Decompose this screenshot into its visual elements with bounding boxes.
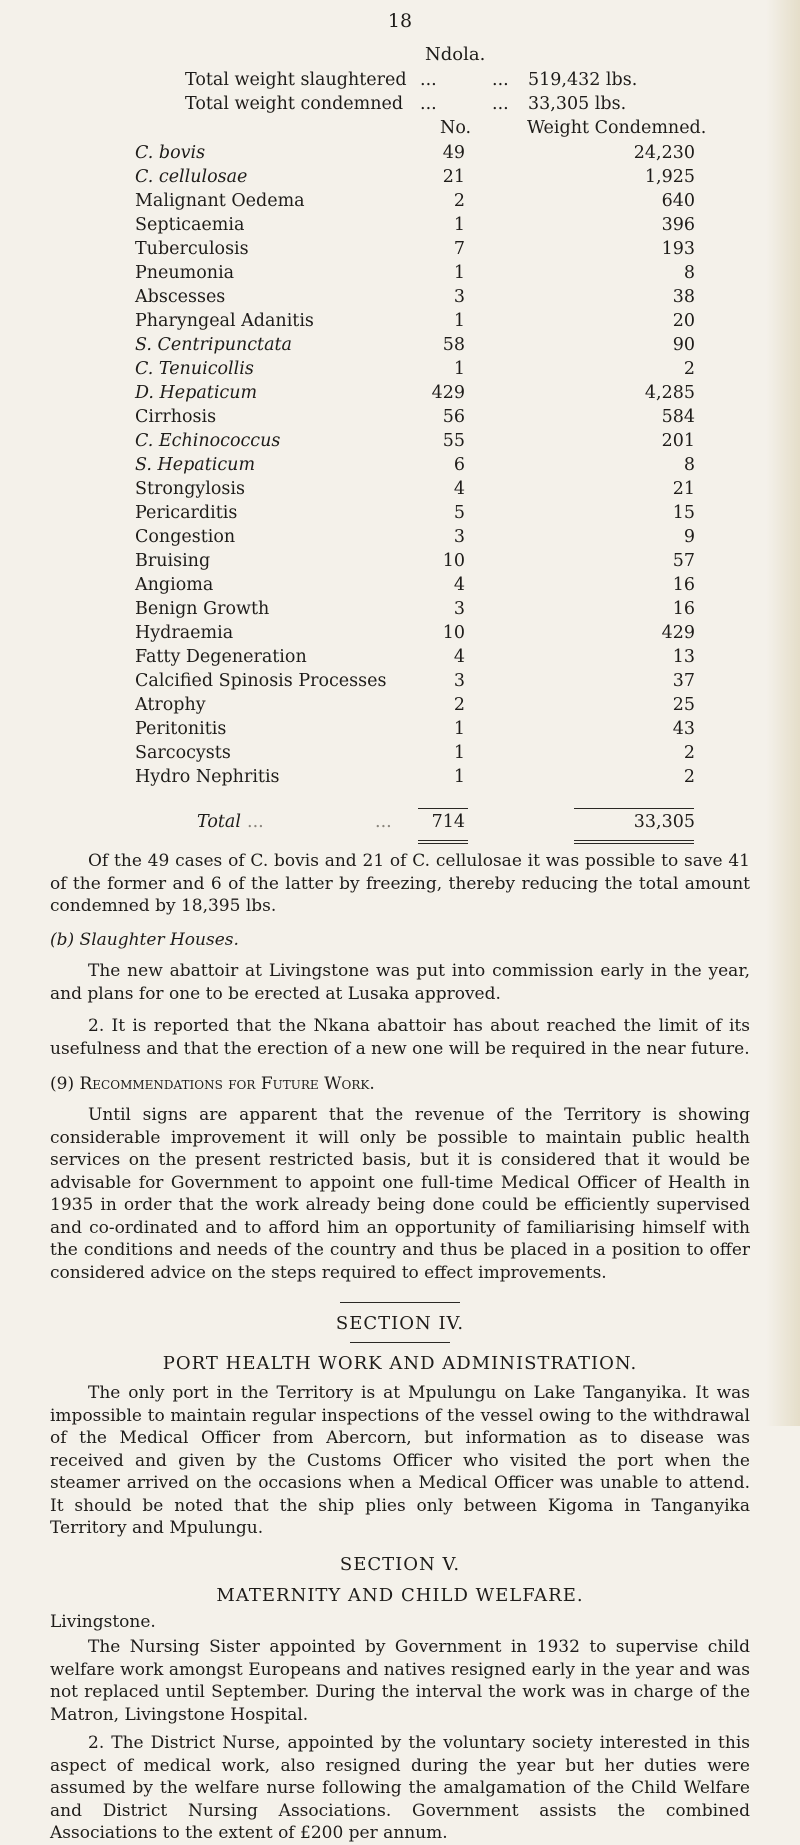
row-weight: 13: [672, 647, 695, 667]
summary-slaughtered-value: 519,432 lbs.: [528, 70, 638, 90]
row-count: 1: [453, 311, 465, 331]
row-weight: 193: [661, 239, 695, 259]
row-disease-name: C. Echinococcus: [135, 431, 281, 451]
table-row: [135, 143, 695, 167]
row-weight: 640: [661, 191, 695, 211]
table-rule: [418, 843, 468, 844]
section-rule: [350, 1342, 450, 1343]
row-weight: 20: [672, 311, 695, 331]
row-weight: 24,230: [633, 143, 695, 163]
total-dots: ...: [247, 812, 264, 832]
row-disease-name: S. Hepaticum: [135, 455, 256, 475]
row-count: 3: [453, 527, 465, 547]
summary-slaughtered-dots: ...: [492, 70, 509, 90]
table-rule: [418, 840, 468, 841]
row-disease-name: Malignant Oedema: [135, 191, 305, 211]
row-weight: 8: [683, 455, 695, 475]
table-row: [135, 311, 695, 335]
row-weight: 43: [672, 719, 695, 739]
table-row: [135, 239, 695, 263]
total-weight: 33,305: [633, 812, 695, 832]
row-weight: 2: [683, 767, 695, 787]
row-disease-name: Septicaemia: [135, 215, 245, 235]
row-count: 4: [453, 647, 465, 667]
row-disease-name: Pericarditis: [135, 503, 238, 523]
row-weight: 2: [683, 743, 695, 763]
row-count: 3: [453, 287, 465, 307]
row-disease-name: Peritonitis: [135, 719, 227, 739]
row-count: 1: [453, 719, 465, 739]
row-weight: 16: [672, 575, 695, 595]
row-weight: 4,285: [644, 383, 695, 403]
table-row: [135, 503, 695, 527]
row-weight: 15: [672, 503, 695, 523]
row-weight: 1,925: [644, 167, 695, 187]
row-count: 1: [453, 215, 465, 235]
row-count: 1: [453, 263, 465, 283]
row-disease-name: Calcified Spinosis Processes: [135, 671, 387, 691]
row-count: 1: [453, 767, 465, 787]
total-dots: ...: [375, 812, 392, 832]
row-weight: 37: [672, 671, 695, 691]
nursing-paragraph-1: The Nursing Sister appointed by Government in 1932 to supervise child welfare work amongst Europeans and natives resigned early in the year and was not replaced until September. During the interval the work was in charge of the Matron, Livingstone Hospital.: [50, 1637, 750, 1725]
row-weight: 90: [672, 335, 695, 355]
page-number: 18: [387, 10, 413, 32]
row-weight: 16: [672, 599, 695, 619]
row-count: 21: [442, 167, 465, 187]
nursing-paragraph-2: 2. The District Nurse, appointed by the voluntary society interested in this aspect of medical work, also resigned during the year but her duties were assumed by the welfare nurse following the amalgamation of the Child Welfare and District Nursing Associations. Government assists the combined Associations to the extent of £200 per annum.: [50, 1733, 750, 1843]
location-heading: Ndola.: [425, 44, 486, 65]
port-health-paragraph: The only port in the Territory is at Mpulungu on Lake Tanganyika. It was impossible to maintain regular inspections of the vessel owing to the withdrawal of the Medical Officer from Abercorn, but information as to disease was received and given by the Customs Officer who visited the port when the steamer arrived on the occasions when a Medical Officer was unable to attend. It should be noted that the ship plies only between Kigoma in Tanganyika Territory and Mpulungu.: [50, 1383, 750, 1538]
row-disease-name: Fatty Degeneration: [135, 647, 307, 667]
row-disease-name: C. Tenuicollis: [135, 359, 254, 379]
row-count: 4: [453, 479, 465, 499]
table-rule: [574, 840, 694, 841]
table-row: [135, 167, 695, 191]
table-row: [135, 479, 695, 503]
row-count: 3: [453, 671, 465, 691]
row-weight: 21: [672, 479, 695, 499]
section-5-heading: SECTION V.: [339, 1554, 461, 1575]
summary-slaughtered-label: Total weight slaughtered: [185, 70, 407, 90]
row-count: 5: [453, 503, 465, 523]
slaughter-paragraph-2: 2. It is reported that the Nkana abattoir has about reached the limit of its usefulness and that the erection of a new one will be required in the near future.: [50, 1016, 750, 1059]
section-4-heading: SECTION IV.: [335, 1313, 465, 1334]
row-disease-name: Hydraemia: [135, 623, 234, 643]
table-row: [135, 287, 695, 311]
summary-slaughtered-dots: ...: [420, 70, 437, 90]
row-disease-name: Strongylosis: [135, 479, 245, 499]
table-rule: [418, 808, 468, 809]
table-row: [135, 455, 695, 479]
table-row: [135, 407, 695, 431]
row-disease-name: Benign Growth: [135, 599, 270, 619]
table-row: [135, 647, 695, 671]
row-count: 429: [431, 383, 465, 403]
table-row: [135, 623, 695, 647]
row-disease-name: Pneumonia: [135, 263, 235, 283]
row-weight: 25: [672, 695, 695, 715]
row-count: 10: [442, 623, 465, 643]
row-weight: 584: [661, 407, 695, 427]
row-weight: 429: [661, 623, 695, 643]
row-weight: 8: [683, 263, 695, 283]
row-disease-name: Abscesses: [135, 287, 226, 307]
section-4-title: PORT HEALTH WORK AND ADMINISTRATION.: [162, 1353, 638, 1374]
table-row: [135, 719, 695, 743]
slaughter-houses-heading: (b) Slaughter Houses.: [50, 930, 239, 950]
freezing-paragraph: Of the 49 cases of C. bovis and 21 of C. cellulosae it was possible to save 41 of the former and 6 of the latter by freezing, thereby reducing the total amount condemned by 18,395 lbs.: [50, 851, 750, 916]
table-row: [135, 191, 695, 215]
table-row: [135, 767, 695, 791]
total-no: 714: [431, 812, 465, 832]
row-disease-name: Angioma: [135, 575, 214, 595]
row-count: 55: [442, 431, 465, 451]
row-count: 2: [453, 191, 465, 211]
row-disease-name: Cirrhosis: [135, 407, 217, 427]
row-weight: 201: [661, 431, 695, 451]
row-count: 1: [453, 743, 465, 763]
table-row: [135, 599, 695, 623]
row-disease-name: Atrophy: [135, 695, 206, 715]
row-disease-name: Tuberculosis: [135, 239, 249, 259]
recommendations-heading: (9) Recommendations for Future Work.: [50, 1074, 375, 1094]
row-count: 3: [453, 599, 465, 619]
column-header-weight: Weight Condemned.: [527, 118, 707, 138]
table-row: [135, 527, 695, 551]
row-count: 6: [453, 455, 465, 475]
row-weight: 38: [672, 287, 695, 307]
table-row: [135, 431, 695, 455]
section-rule: [340, 1302, 460, 1303]
row-count: 4: [453, 575, 465, 595]
table-row: [135, 695, 695, 719]
row-weight: 57: [672, 551, 695, 571]
table-rule: [574, 843, 694, 844]
row-count: 56: [442, 407, 465, 427]
table-rule: [574, 808, 694, 809]
row-disease-name: Bruising: [135, 551, 211, 571]
row-count: 58: [442, 335, 465, 355]
table-row: [135, 215, 695, 239]
row-disease-name: D. Hepaticum: [135, 383, 258, 403]
column-header-no: No.: [440, 118, 472, 138]
table-row: [135, 551, 695, 575]
summary-condemned-value: 33,305 lbs.: [528, 94, 627, 114]
summary-condemned-label: Total weight condemned: [185, 94, 404, 114]
row-count: 1: [453, 359, 465, 379]
slaughter-paragraph-1: The new abattoir at Livingstone was put into commission early in the year, and plans for one to be erected at Lusaka approved.: [50, 961, 750, 1004]
section-5-title: MATERNITY AND CHILD WELFARE.: [216, 1585, 584, 1606]
row-count: 2: [453, 695, 465, 715]
row-count: 7: [453, 239, 465, 259]
row-count: 10: [442, 551, 465, 571]
table-row: [135, 671, 695, 695]
row-weight: 9: [683, 527, 695, 547]
table-row: [135, 743, 695, 767]
row-count: 49: [442, 143, 465, 163]
table-row: [135, 575, 695, 599]
recommendations-paragraph: Until signs are apparent that the revenue of the Territory is showing considerable improvement it will only be possible to maintain public health services on the present restricted basis, but it is considered that it would be advisable for Government to appoint one full-time Medical Officer of Health in 1935 in order that the work already being done could be efficiently supervised and co-ordinated and to afford him an opportunity of familiarising himself with the conditions and needs of the country and thus be placed in a position to offer considered advice on the steps required to effect improvements.: [50, 1105, 750, 1283]
row-disease-name: S. Centripunctata: [135, 335, 292, 355]
row-disease-name: C. cellulosae: [135, 167, 248, 187]
summary-condemned-dots: ...: [492, 94, 509, 114]
row-disease-name: Hydro Nephritis: [135, 767, 280, 787]
row-weight: 396: [661, 215, 695, 235]
table-row: [135, 359, 695, 383]
table-row: [135, 335, 695, 359]
total-label: Total: [197, 812, 241, 832]
livingstone-heading: Livingstone.: [50, 1612, 156, 1632]
page-edge-shadow: [766, 0, 800, 1426]
table-row: [135, 263, 695, 287]
row-disease-name: C. bovis: [135, 143, 206, 163]
row-disease-name: Sarcocysts: [135, 743, 231, 763]
row-disease-name: Congestion: [135, 527, 236, 547]
row-disease-name: Pharyngeal Adanitis: [135, 311, 314, 331]
table-total-row: [135, 812, 695, 836]
row-weight: 2: [683, 359, 695, 379]
table-row: [135, 383, 695, 407]
summary-condemned-dots: ...: [420, 94, 437, 114]
